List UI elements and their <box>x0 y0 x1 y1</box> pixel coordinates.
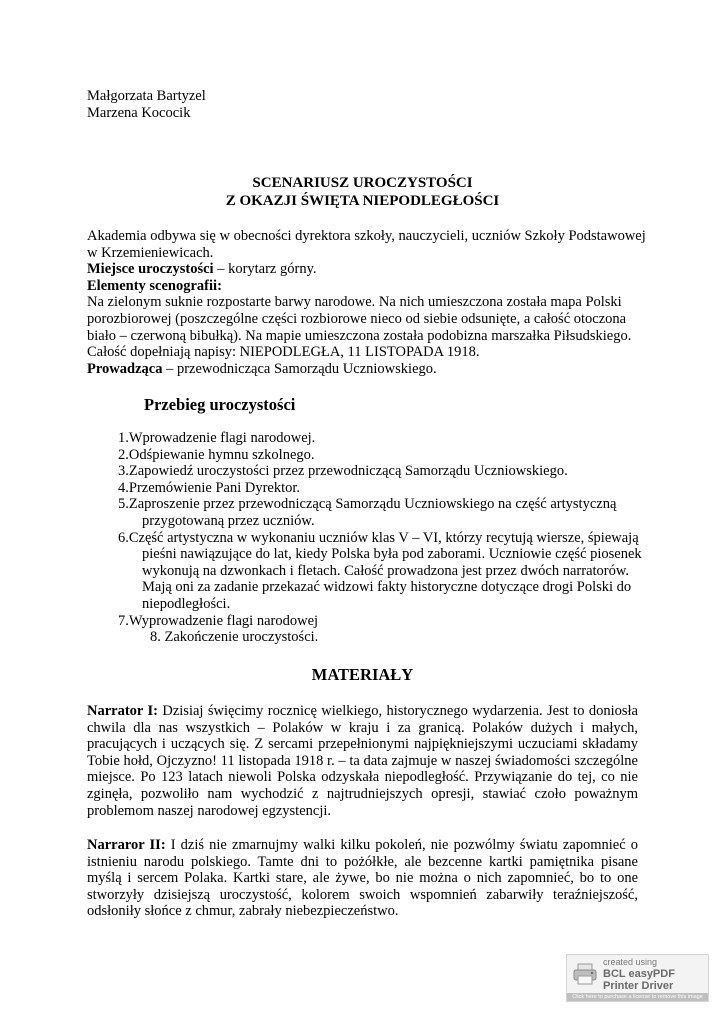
pdf-creator-watermark[interactable] <box>566 954 709 1002</box>
place-line <box>87 261 647 278</box>
watermark-caption: created using <box>603 957 658 967</box>
author-name: Małgorzata Bartyzel <box>87 88 206 104</box>
narrator-1-paragraph <box>87 703 638 819</box>
author-name: Marzena Kococik <box>87 104 191 121</box>
document-title <box>87 174 638 210</box>
program-step: 7.Wyprowadzenie flagi narodowej <box>118 612 319 629</box>
program-step: 4.Przemówienie Pani Dyrektor. <box>118 479 301 496</box>
title-line: Z OKAZJI ŚWIĘTA NIEPODLEGŁOŚCI <box>225 193 500 209</box>
intro-section <box>87 228 647 377</box>
program-steps <box>118 430 648 646</box>
watermark-product-sub: Printer Driver <box>603 980 674 992</box>
program-step: 1.Wprowadzenie flagi narodowej. <box>118 430 316 446</box>
watermark-purchase-link[interactable]: Click here to purchase a license to remove this image <box>567 993 708 1001</box>
host-value: – przewodnicząca Samorządu Uczniowskiego. <box>162 360 437 377</box>
host-line <box>87 361 647 378</box>
host-label: Prowadząca <box>87 360 163 377</box>
printer-icon <box>573 963 597 985</box>
narrator-1-text: Dzisiaj święcimy rocznicę wielkiego, historycznego wydarzenia. Jest to doniosła chwila dla nas wszystkich – Polaków w kraju i za granicą. Polaków dużych i małych, pracujących i uczących się. Z sercami przepełnionymi najpiękniejszymi uczuciami składamy Tobie hołd, Ojczyzno! 11 listopada 1918 r. – ta data zajmuje w naszej świadomości szczególne miejsce. Po 123 latach niewoli Polska odzyskała niepodległość. Przywiązanie do tej, co nie zginęła, pozwoliło nam wychodzić z najtrudniejszych opresji, stawiać czoło poważnym problemom naszej narodowej egzystencji. <box>87 703 638 819</box>
title-line: SCENARIUSZ UROCZYSTOŚCI <box>252 175 473 191</box>
scenography-label: Elementy scenografii: <box>87 277 222 294</box>
watermark-product: BCL easyPDF <box>603 968 675 980</box>
materials-heading: MATERIAŁY <box>311 665 414 684</box>
program-step: 5.Zaproszenie przez przewodniczącą Samorządu Uczniowskiego na część artystyczną przygotowaną przez uczniów. <box>118 496 617 529</box>
program-step: 3.Zapowiedź uroczystości przez przewodniczącą Samorządu Uczniowskiego. <box>118 463 568 480</box>
author-list <box>87 88 206 121</box>
program-step: 2.Odśpiewanie hymnu szkolnego. <box>118 446 315 463</box>
program-step: 6.Część artystyczna w wykonaniu uczniów klas V – VI, którzy recytują wiersze, śpiewają pieśni nawiązujące do lat, kiedy Polska była pod zaborami. Uczniowie część piosenek wykonują na dzwonkach i fletach. Całość prowadzona jest przez dwóch narratorów. Mają oni za zadanie przekazać widzowi fakty historyczne dotyczące drogi Polski do niepodległości. <box>118 529 642 612</box>
intro-paragraph: Akademia odbywa się w obecności dyrektora szkoły, nauczycieli, uczniów Szkoły Podstawowej w Krzemieniewicach. <box>87 228 646 261</box>
narrator-2-paragraph <box>87 837 638 920</box>
narrator-2-text: I dziś nie zmarnujmy walki kilku pokoleń, nie pozwólmy światu zapomnieć o istnieniu narodu polskiego. Tamte dni to pożółkłe, ale bezcenne kartki pamiętnika pisane myślą i sercem Polaka. Kartki stare, ale żywe, bo nie można o nich zapomnieć, bo to one stworzyły dzisiejszą uroczystość, kolorem swoich wspomnień zabarwiły teraźniejszość, odsłoniły słońce z chmur, zabrały niebezpieczeństwo. <box>87 837 638 920</box>
scenography-text: Na zielonym suknie rozpostarte barwy narodowe. Na nich umieszczona została mapa Polski porozbiorowej (poszczególne części rozbiorowe nieco od siebie odsunięte, a całość otoczona biało – czerwoną bibułką). Na mapie umieszczona została podobizna marszałka Piłsudskiego. Całość dopełniają napisy: NIEPODLEGŁA, 11 LISTOPADA 1918. <box>87 294 632 361</box>
program-heading: Przebieg uroczystości <box>144 395 296 414</box>
narrator-2-label: Narraror II: <box>87 837 166 853</box>
place-value: – korytarz górny. <box>213 261 317 278</box>
place-label: Miejsce uroczystości <box>87 261 214 278</box>
narrator-1-label: Narrator I: <box>87 703 158 719</box>
program-step: 8. Zakończenie uroczystości. <box>150 629 319 646</box>
